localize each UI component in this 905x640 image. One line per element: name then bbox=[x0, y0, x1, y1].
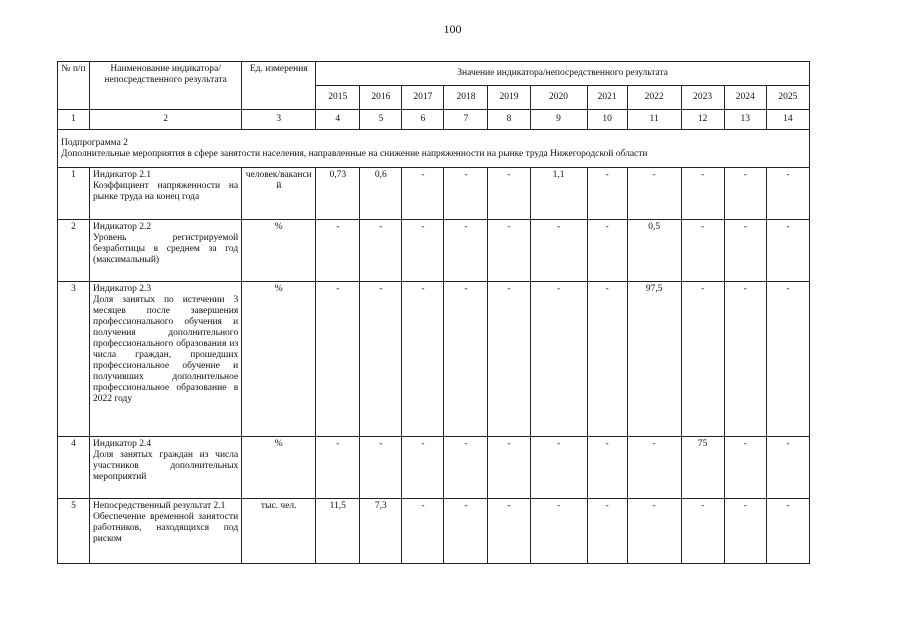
column-number: 8 bbox=[488, 110, 530, 130]
indicator-name-cell bbox=[90, 220, 242, 282]
column-number: 5 bbox=[360, 110, 402, 130]
value-cell-2018: - bbox=[444, 168, 488, 220]
value-cell-2015: - bbox=[316, 437, 360, 499]
value-cell-2023: - bbox=[681, 168, 724, 220]
value-cell-2022: - bbox=[627, 499, 681, 564]
value-cell-2022: - bbox=[627, 437, 681, 499]
column-number: 3 bbox=[242, 110, 316, 130]
value-cell-2025: - bbox=[766, 168, 809, 220]
value-cell-2025: - bbox=[766, 282, 809, 437]
value-cell-2017: - bbox=[402, 437, 444, 499]
value-cell-2020: - bbox=[530, 220, 587, 282]
header-year-2019: 2019 bbox=[488, 86, 530, 110]
unit-cell: тыс. чел. bbox=[242, 499, 316, 564]
column-number: 2 bbox=[90, 110, 242, 130]
value-cell-2025: - bbox=[766, 437, 809, 499]
column-number: 13 bbox=[724, 110, 766, 130]
value-cell-2018: - bbox=[444, 437, 488, 499]
column-number: 10 bbox=[587, 110, 627, 130]
column-number: 6 bbox=[402, 110, 444, 130]
value-cell-2018: - bbox=[444, 220, 488, 282]
indicator-name-cell bbox=[90, 168, 242, 220]
indicator-description: Уровень регистрируемой безработицы в среднем за год (максимальный) bbox=[93, 233, 239, 265]
value-cell-2025: - bbox=[766, 499, 809, 564]
value-cell-2020: 1,1 bbox=[530, 168, 587, 220]
value-cell-2019: - bbox=[488, 437, 530, 499]
column-number: 12 bbox=[681, 110, 724, 130]
column-number: 9 bbox=[530, 110, 587, 130]
indicator-name-cell bbox=[90, 499, 242, 564]
header-year-2024: 2024 bbox=[724, 86, 766, 110]
page-number: 100 bbox=[443, 22, 462, 36]
value-cell-2023: 75 bbox=[681, 437, 724, 499]
unit-cell: человек/вакансий bbox=[242, 168, 316, 220]
indicator-title: Индикатор 2.3 bbox=[93, 284, 152, 294]
value-cell-2015: 0,73 bbox=[316, 168, 360, 220]
subprogram-row bbox=[58, 130, 810, 168]
value-cell-2015: - bbox=[316, 220, 360, 282]
unit-cell: % bbox=[242, 282, 316, 437]
header-unit: Ед. измерения bbox=[242, 62, 316, 110]
value-cell-2022: 97,5 bbox=[627, 282, 681, 437]
value-cell-2021: - bbox=[587, 437, 627, 499]
column-number: 14 bbox=[766, 110, 809, 130]
header-num: № п/п bbox=[58, 62, 90, 110]
column-numbers-row bbox=[58, 110, 810, 130]
header-year-2015: 2015 bbox=[316, 86, 360, 110]
value-cell-2018: - bbox=[444, 282, 488, 437]
indicator-name-cell bbox=[90, 282, 242, 437]
value-cell-2024: - bbox=[724, 220, 766, 282]
column-number: 7 bbox=[444, 110, 488, 130]
value-cell-2020: - bbox=[530, 437, 587, 499]
value-cell-2021: - bbox=[587, 282, 627, 437]
indicator-description: Доля занятых граждан из числа участников дополнительных мероприятий bbox=[93, 450, 239, 482]
indicator-description: Доля занятых по истечении 3 месяцев после завершения профессионального обучения и получения дополнительного профессионального образования из числа граждан, прошедших профессиональное обучение и получивших дополнительное профессиональное образование в 2022 году bbox=[93, 295, 239, 404]
table-row bbox=[58, 499, 810, 564]
value-cell-2019: - bbox=[488, 282, 530, 437]
value-cell-2024: - bbox=[724, 282, 766, 437]
indicators-table bbox=[57, 61, 810, 564]
column-number: 1 bbox=[58, 110, 90, 130]
header-year-2022: 2022 bbox=[627, 86, 681, 110]
value-cell-2016: - bbox=[360, 437, 402, 499]
header-name: Наименование индикатора/непосредственного результата bbox=[90, 62, 242, 110]
table-row bbox=[58, 437, 810, 499]
indicator-title: Индикатор 2.2 bbox=[93, 222, 152, 232]
value-cell-2016: - bbox=[360, 282, 402, 437]
indicator-title: Непосредственный результат 2.1 bbox=[93, 501, 226, 511]
value-cell-2015: - bbox=[316, 282, 360, 437]
unit-cell: % bbox=[242, 437, 316, 499]
value-cell-2020: - bbox=[530, 282, 587, 437]
subprogram-label: Подпрограмма 2 bbox=[61, 137, 128, 148]
value-cell-2019: - bbox=[488, 499, 530, 564]
value-cell-2016: 7,3 bbox=[360, 499, 402, 564]
value-cell-2015: 11,5 bbox=[316, 499, 360, 564]
value-cell-2017: - bbox=[402, 282, 444, 437]
value-cell-2017: - bbox=[402, 499, 444, 564]
value-cell-2023: - bbox=[681, 220, 724, 282]
value-cell-2023: - bbox=[681, 499, 724, 564]
value-cell-2019: - bbox=[488, 168, 530, 220]
value-cell-2024: - bbox=[724, 168, 766, 220]
value-cell-2017: - bbox=[402, 220, 444, 282]
value-cell-2021: - bbox=[587, 499, 627, 564]
row-number: 1 bbox=[58, 168, 90, 220]
value-cell-2017: - bbox=[402, 168, 444, 220]
value-cell-2021: - bbox=[587, 168, 627, 220]
value-cell-2024: - bbox=[724, 437, 766, 499]
header-year-2017: 2017 bbox=[402, 86, 444, 110]
column-number: 4 bbox=[316, 110, 360, 130]
value-cell-2021: - bbox=[587, 220, 627, 282]
header-year-2020: 2020 bbox=[530, 86, 587, 110]
value-cell-2022: 0,5 bbox=[627, 220, 681, 282]
value-cell-2016: 0,6 bbox=[360, 168, 402, 220]
value-cell-2020: - bbox=[530, 499, 587, 564]
value-cell-2018: - bbox=[444, 499, 488, 564]
row-number: 2 bbox=[58, 220, 90, 282]
header-year-2021: 2021 bbox=[587, 86, 627, 110]
row-number: 5 bbox=[58, 499, 90, 564]
header-row bbox=[58, 62, 810, 86]
indicator-title: Индикатор 2.4 bbox=[93, 439, 152, 449]
header-year-2018: 2018 bbox=[444, 86, 488, 110]
subprogram-title: Дополнительные мероприятия в сфере занятости населения, направленные на снижение напряженности на рынке труда Нижегородской области bbox=[61, 148, 648, 159]
value-cell-2016: - bbox=[360, 220, 402, 282]
value-cell-2024: - bbox=[724, 499, 766, 564]
indicator-name-cell bbox=[90, 437, 242, 499]
table-row bbox=[58, 282, 810, 437]
header-year-2025: 2025 bbox=[766, 86, 809, 110]
subprogram-cell bbox=[58, 130, 810, 168]
table-row bbox=[58, 168, 810, 220]
value-cell-2023: - bbox=[681, 282, 724, 437]
value-cell-2019: - bbox=[488, 220, 530, 282]
indicator-description: Обеспечение временной занятости работников, находящихся под риском bbox=[93, 512, 239, 544]
header-year-2023: 2023 bbox=[681, 86, 724, 110]
row-number: 4 bbox=[58, 437, 90, 499]
value-cell-2022: - bbox=[627, 168, 681, 220]
column-number: 11 bbox=[627, 110, 681, 130]
unit-cell: % bbox=[242, 220, 316, 282]
header-values-title: Значение индикатора/непосредственного результата bbox=[316, 62, 810, 86]
indicator-title: Индикатор 2.1 bbox=[93, 170, 152, 180]
header-year-2016: 2016 bbox=[360, 86, 402, 110]
row-number: 3 bbox=[58, 282, 90, 437]
value-cell-2025: - bbox=[766, 220, 809, 282]
table-row bbox=[58, 220, 810, 282]
indicator-description: Коэффициент напряженности на рынке труда на конец года bbox=[93, 181, 239, 202]
